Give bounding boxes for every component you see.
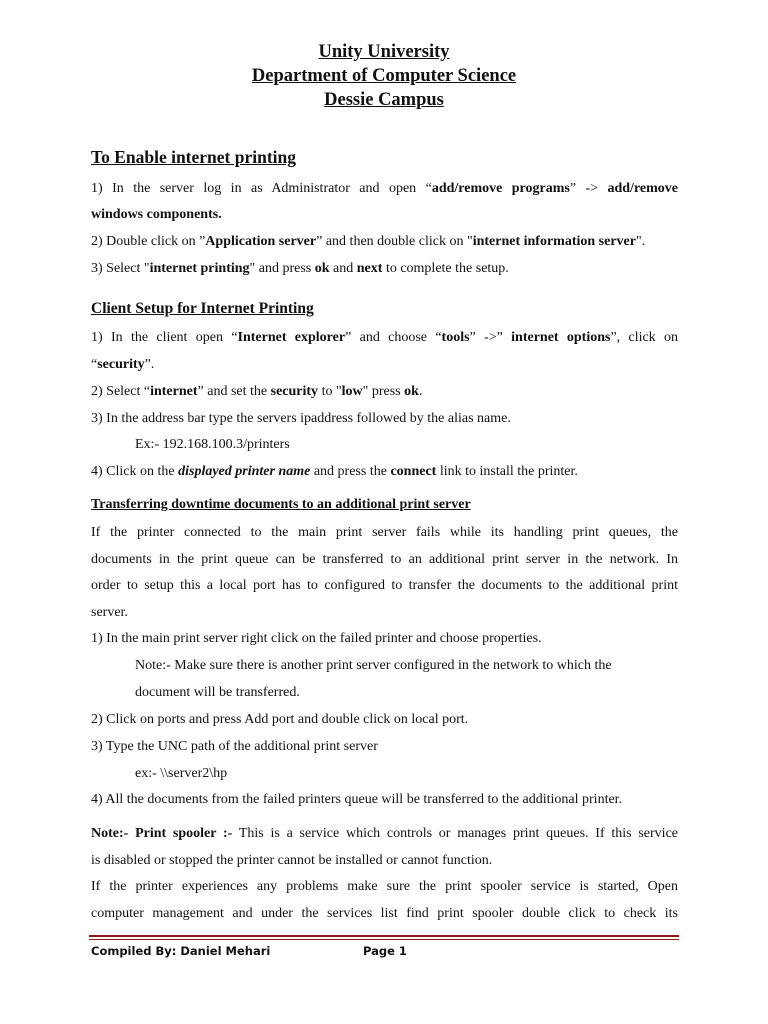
s3-example-unc: ex:- \\server2\hp: [135, 766, 228, 781]
s3-para-line2: documents in the print queue can be transferred to an additional print server in the network. In: [91, 552, 678, 567]
footer-rule-thick: [89, 935, 679, 937]
section-title-client-setup: Client Setup for Internet Printing: [91, 300, 314, 317]
footer-page-number: Page 1: [363, 944, 407, 958]
s3-step3: 3) Type the UNC path of the additional print server: [91, 739, 378, 754]
s3-note-line2: document will be transferred.: [135, 685, 300, 700]
spooler-para-line2: computer management and under the services list find print spooler double click to check its: [91, 906, 678, 921]
campus-name: Dessie Campus: [324, 90, 444, 110]
s2-step2: 2) Select “internet” and set the security to "low" press ok.: [91, 384, 423, 399]
s2-step1-line1: 1) In the client open “Internet explorer” and choose “tools” ->” internet options”, click on: [91, 330, 678, 345]
s3-note-line1: Note:- Make sure there is another print server configured in the network to which the: [135, 658, 612, 673]
s1-step3: 3) Select "internet printing" and press ok and next to complete the setup.: [91, 261, 509, 276]
s3-step1: 1) In the main print server right click on the failed printer and choose properties.: [91, 631, 542, 646]
university-name: Unity University: [318, 42, 450, 62]
spooler-para-line1: If the printer experiences any problems make sure the print spooler service is started, Open: [91, 879, 678, 894]
s2-step3: 3) In the address bar type the servers ipaddress followed by the alias name.: [91, 411, 511, 426]
s3-step4: 4) All the documents from the failed printers queue will be transferred to the additional printer.: [91, 792, 623, 807]
s3-para-line4: server.: [91, 605, 128, 620]
department-name: Department of Computer Science: [251, 66, 517, 86]
print-spooler-note-line2: is disabled or stopped the printer cannot be installed or cannot function.: [91, 853, 493, 868]
s3-para-line3: order to setup this a local port has to configured to transfer the documents to the additional print: [91, 578, 678, 593]
section-title-transferring-documents: Transferring downtime documents to an additional print server: [91, 497, 471, 512]
footer-author: Compiled By: Daniel Mehari: [91, 944, 271, 958]
s1-step2: 2) Double click on ”Application server” and then double click on "internet information server".: [91, 234, 646, 249]
footer-rule-thin: [89, 939, 679, 940]
s1-step1-line2: windows components.: [91, 207, 222, 222]
section-title-enable-internet-printing: To Enable internet printing: [91, 147, 297, 167]
s2-example-address: Ex:- 192.168.100.3/printers: [135, 437, 290, 452]
print-spooler-note-line1: Note:- Print spooler :- This is a service which controls or manages print queues. If this service: [91, 826, 678, 841]
s1-step1-line1: 1) In the server log in as Administrator and open “add/remove programs” -> add/remove: [91, 181, 678, 196]
s3-step2: 2) Click on ports and press Add port and double click on local port.: [91, 712, 469, 727]
s2-step1-line2: “security”.: [91, 357, 155, 372]
s2-step4: 4) Click on the displayed printer name and press the connect link to install the printer.: [91, 464, 578, 479]
s3-para-line1: If the printer connected to the main print server fails while its handling print queues, the: [91, 525, 678, 540]
